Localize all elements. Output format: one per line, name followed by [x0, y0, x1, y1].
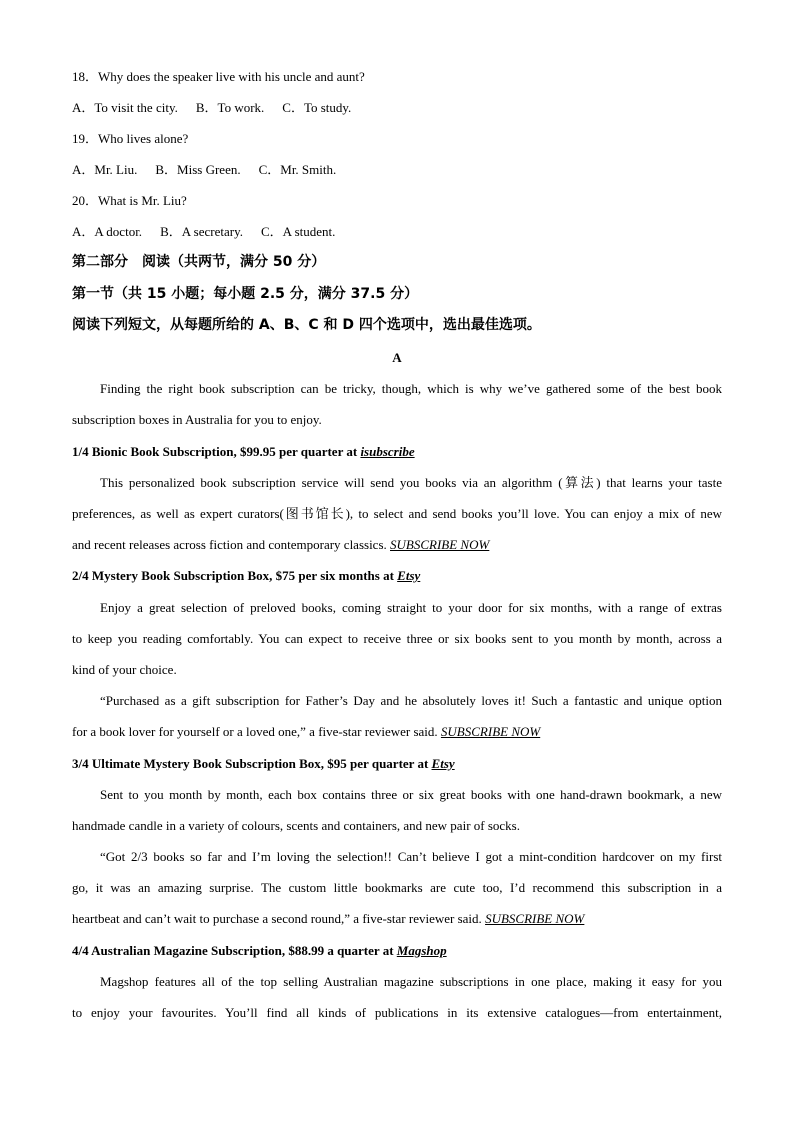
item-4-line-1: Magshop features all of the top selling Australian magazine subscriptions in one place, making it easy for you — [100, 974, 722, 989]
item-2-line-3: kind of your choice. — [72, 662, 177, 677]
item-2-line-5 — [72, 723, 722, 740]
option-c: C．Mr. Smith. — [258, 162, 337, 177]
item-2-heading — [72, 567, 722, 584]
item-3-line-2: handmade candle in a variety of colours, scents and containers, and new pair of socks. — [72, 818, 520, 833]
question-19-stem: 19．Who lives alone? — [72, 131, 189, 146]
isubscribe-link[interactable]: isubscribe — [360, 444, 415, 459]
item-1-line-1: This personalized book subscription service will send you books via an algorithm (算法) that learns your taste — [100, 475, 722, 490]
option-b: B．A secretary. — [160, 224, 243, 239]
item-3-title: 3/4 Ultimate Mystery Book Subscription Box, $95 per quarter at — [72, 756, 432, 771]
item-2-line-5-text: for a book lover for yourself or a loved one,” a five-star reviewer said. — [72, 724, 441, 739]
passage-label: A — [392, 350, 402, 365]
item-3-line-5 — [72, 910, 722, 927]
item-3-line-3: “Got 2/3 books so far and I’m loving the selection!! Can’t believe I got a mint-condition hardcover on my first — [100, 849, 722, 864]
item-1-line-3-text: and recent releases across fiction and contemporary classics. — [72, 537, 391, 552]
question-18-stem: 18．Why does the speaker live with his uncle and aunt? — [72, 69, 365, 84]
option-a: A．To visit the city. — [72, 100, 178, 115]
item-3-line-4: go, it was an amazing surprise. The custom little bookmarks are cute too, I’d recommend this subscription in a — [72, 880, 722, 895]
item-3-line-5-text: heartbeat and can’t wait to purchase a second round,” a five-star reviewer said. — [72, 911, 486, 926]
subscribe-now-link-2[interactable]: SUBSCRIBE NOW — [440, 724, 541, 739]
option-b: B．Miss Green. — [155, 162, 241, 177]
question-18-options — [72, 99, 722, 116]
intro-line-1: Finding the right book subscription can be tricky, though, which is why we’ve gathered some of the best book — [100, 381, 722, 396]
item-1-line-3 — [72, 536, 722, 553]
item-2-line-2: to keep you reading comfortably. You can expect to receive three or six books sent to you month by month, across a — [72, 631, 722, 646]
option-b: B．To work. — [195, 100, 265, 115]
part2-title: 第二部分 阅读（共两节，满分 50 分） — [72, 254, 326, 270]
item-3-line-1: Sent to you month by month, each box contains three or six great books with one hand-drawn bookmark, a new — [100, 787, 722, 802]
magshop-link[interactable]: Magshop — [396, 943, 447, 958]
item-2-line-1: Enjoy a great selection of preloved books, coming straight to your door for six months, with a range of extras — [100, 600, 722, 615]
item-3-heading — [72, 755, 722, 772]
subscribe-now-link-3[interactable]: SUBSCRIBE NOW — [485, 911, 585, 926]
item-4-line-2: to enjoy your favourites. You’ll find all kinds of publications in its extensive catalogues—from entertainment, — [72, 1005, 722, 1020]
item-1-title: 1/4 Bionic Book Subscription, $99.95 per quarter at — [72, 444, 361, 459]
item-4-title: 4/4 Australian Magazine Subscription, $88.99 a quarter at — [72, 943, 397, 958]
etsy-link-2[interactable]: Etsy — [431, 756, 455, 771]
question-19-options — [72, 161, 722, 178]
item-1-heading — [72, 443, 722, 460]
item-2-title: 2/4 Mystery Book Subscription Box, $75 per six months at — [72, 568, 398, 583]
intro-line-2: subscription boxes in Australia for you to enjoy. — [72, 412, 322, 427]
item-2-line-4: “Purchased as a gift subscription for Father’s Day and he absolutely loves it! Such a fantastic and unique option — [100, 693, 722, 708]
option-a: A．Mr. Liu. — [72, 162, 138, 177]
question-20-stem: 20．What is Mr. Liu? — [72, 193, 187, 208]
section1-title: 第一节（共 15 小题；每小题 2.5 分，满分 37.5 分） — [72, 286, 419, 302]
question-20-options — [72, 223, 722, 240]
option-c: C．To study. — [282, 100, 352, 115]
item-4-heading — [72, 942, 722, 959]
option-a: A．A doctor. — [72, 224, 143, 239]
etsy-link-1[interactable]: Etsy — [397, 568, 421, 583]
option-c: C．A student. — [260, 224, 336, 239]
item-1-line-2: preferences, as well as expert curators(图书馆长), to select and send books you’ll love. You can enjoy a mix of new — [72, 506, 722, 521]
subscribe-now-link-1[interactable]: SUBSCRIBE NOW — [390, 537, 490, 552]
reading-instruction: 阅读下列短文，从每题所给的 A、B、C 和 D 四个选项中，选出最佳选项。 — [72, 317, 541, 333]
